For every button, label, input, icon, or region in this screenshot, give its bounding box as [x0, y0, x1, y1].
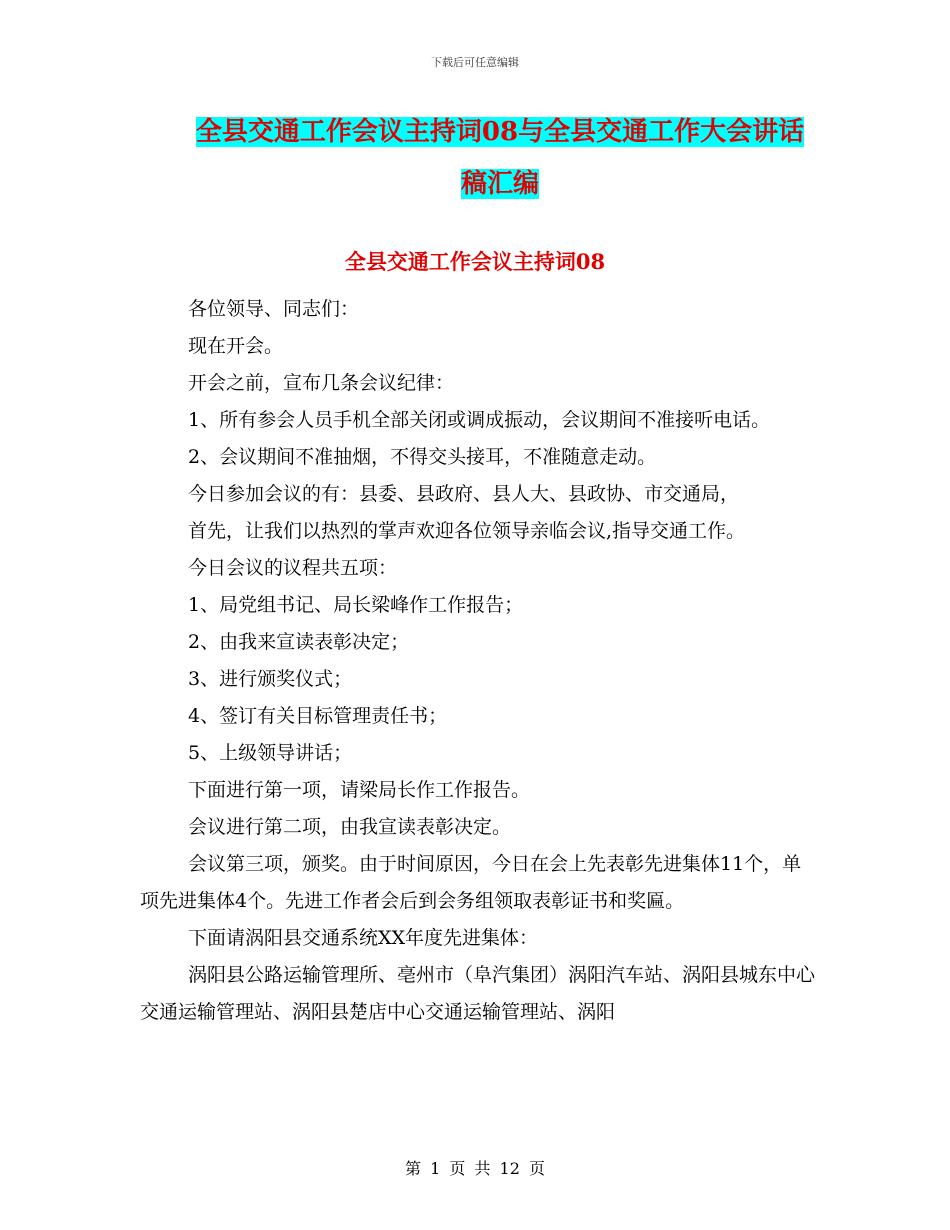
page-number-footer: 第 1 页 共 12 页	[405, 1159, 545, 1178]
paragraph: 首先，让我们以热烈的掌声欢迎各位领导亲临会议,指导交通工作。	[188, 520, 746, 542]
section-title: 全县交通工作会议主持词08	[344, 249, 606, 274]
paragraph: 会议第三项，颁奖。由于时间原因，今日在会上先表彰先进集体11个，单项先进集体4个。先进工作者会后到会务组领取表彰证书和奖匾。	[140, 853, 802, 912]
document-title	[150, 106, 850, 210]
paragraph: 今日会议的议程共五项：	[188, 557, 398, 579]
document-body	[140, 291, 820, 1031]
paragraph: 1、所有参会人员手机全部关闭或调成振动，会议期间不准接听电话。	[188, 409, 771, 431]
paragraph: 4、签订有关目标管理责任书；	[188, 705, 448, 727]
paragraph: 2、会议期间不准抽烟，不得交头接耳，不准随意走动。	[188, 446, 657, 468]
paragraph: 2、由我来宣读表彰决定；	[188, 631, 410, 653]
paragraph: 下面请涡阳县交通系统XX年度先进集体：	[188, 927, 539, 949]
paragraph: 下面进行第一项，请梁局长作工作报告。	[188, 779, 531, 801]
document-title-line-2: 稿汇编	[460, 169, 539, 199]
document-title-line-1: 全县交通工作会议主持词08与全县交通工作大会讲话	[195, 117, 805, 147]
paragraph: 现在开会。	[188, 335, 284, 357]
header-note: 下载后可任意编辑	[431, 56, 519, 69]
paragraph: 1、局党组书记、局长梁峰作工作报告；	[188, 594, 524, 616]
paragraph: 开会之前，宣布几条会议纪律：	[188, 372, 455, 394]
paragraph: 5、上级领导讲话；	[188, 742, 353, 764]
paragraph: 各位领导、同志们：	[188, 298, 360, 320]
paragraph: 会议进行第二项，由我宣读表彰决定。	[188, 816, 512, 838]
paragraph: 今日参加会议的有：县委、县政府、县人大、县政协、市交通局，	[188, 483, 740, 505]
paragraph: 3、进行颁奖仪式；	[188, 668, 353, 690]
paragraph: 涡阳县公路运输管理所、亳州市（阜汽集团）涡阳汽车站、涡阳县城东中心交通运输管理站、涡阳县楚店中心交通运输管理站、涡阳	[140, 964, 816, 1023]
